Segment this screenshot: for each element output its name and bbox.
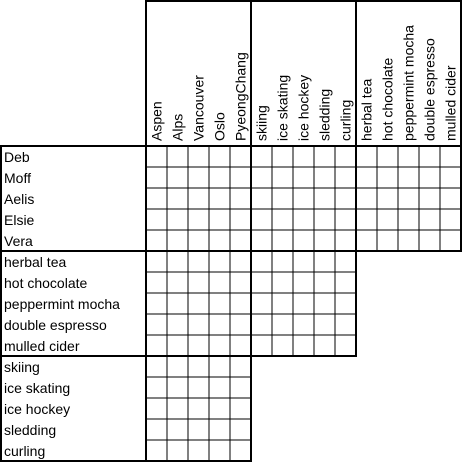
grid-cell-people-4-locations-1[interactable] [146,209,167,230]
grid-cell-people-1-drinks-3[interactable] [398,146,419,167]
grid-cell-people-5-drinks-1[interactable] [356,230,377,251]
grid-cell-drinks-2-activities-3[interactable] [293,272,314,293]
grid-cell-people-1-drinks-4[interactable] [419,146,440,167]
grid-cell-people-2-activities-1[interactable] [251,167,272,188]
grid-cell-people-5-drinks-4[interactable] [419,230,440,251]
grid-cell-activities-4-locations-4[interactable] [209,419,230,440]
grid-cell-drinks-4-locations-1[interactable] [146,314,167,335]
row-header-people-1: Deb [4,149,30,165]
grid-cells [146,146,461,461]
grid-cell-people-4-drinks-1[interactable] [356,209,377,230]
grid-cell-people-5-locations-1[interactable] [146,230,167,251]
grid-cell-drinks-5-activities-1[interactable] [251,335,272,356]
grid-cell-people-3-locations-3[interactable] [188,188,209,209]
row-header-activities-1: skiing [4,359,40,375]
grid-cell-activities-4-locations-2[interactable] [167,419,188,440]
grid-cell-activities-2-locations-4[interactable] [209,377,230,398]
column-header-drinks-2: hot chocolate [379,57,396,141]
grid-cell-people-3-drinks-3[interactable] [398,188,419,209]
grid-cell-drinks-1-locations-3[interactable] [188,251,209,272]
grid-cell-drinks-5-locations-1[interactable] [146,335,167,356]
grid-cell-activities-1-locations-4[interactable] [209,356,230,377]
row-headers [4,149,120,459]
grid-cell-drinks-1-activities-2[interactable] [272,251,293,272]
grid-cell-activities-3-locations-4[interactable] [209,398,230,419]
grid-cell-drinks-2-activities-4[interactable] [314,272,335,293]
grid-cell-drinks-4-activities-2[interactable] [272,314,293,335]
grid-cell-drinks-3-activities-5[interactable] [335,293,356,314]
column-header-activities-5: curling [337,99,354,141]
grid-cell-activities-1-locations-2[interactable] [167,356,188,377]
grid-cell-drinks-2-activities-5[interactable] [335,272,356,293]
grid-cell-people-1-activities-3[interactable] [293,146,314,167]
grid-cell-people-4-drinks-3[interactable] [398,209,419,230]
grid-cell-people-4-locations-5[interactable] [230,209,251,230]
grid-cell-drinks-5-locations-4[interactable] [209,335,230,356]
grid-cell-drinks-2-locations-3[interactable] [188,272,209,293]
grid-cell-people-2-activities-3[interactable] [293,167,314,188]
column-header-locations-4: Oslo [211,112,228,141]
grid-cell-activities-5-locations-3[interactable] [188,440,209,461]
grid-cell-drinks-3-activities-3[interactable] [293,293,314,314]
grid-cell-drinks-4-locations-2[interactable] [167,314,188,335]
grid-cell-drinks-2-locations-4[interactable] [209,272,230,293]
grid-cell-drinks-4-locations-4[interactable] [209,314,230,335]
grid-cell-activities-4-locations-1[interactable] [146,419,167,440]
grid-cell-drinks-4-locations-5[interactable] [230,314,251,335]
grid-cell-activities-2-locations-2[interactable] [167,377,188,398]
row-header-drinks-3: peppermint mocha [4,296,120,312]
grid-cell-drinks-1-activities-4[interactable] [314,251,335,272]
row-header-drinks-5: mulled cider [4,338,80,354]
grid-cell-people-2-activities-5[interactable] [335,167,356,188]
grid-cell-people-1-locations-3[interactable] [188,146,209,167]
grid-cell-activities-5-locations-5[interactable] [230,440,251,461]
grid-cell-drinks-4-activities-5[interactable] [335,314,356,335]
grid-cell-people-1-activities-4[interactable] [314,146,335,167]
column-header-drinks-4: double espresso [421,38,438,141]
grid-cell-people-5-activities-4[interactable] [314,230,335,251]
grid-cell-people-4-activities-4[interactable] [314,209,335,230]
grid-cell-people-3-locations-1[interactable] [146,188,167,209]
grid-cell-drinks-1-locations-4[interactable] [209,251,230,272]
grid-cell-drinks-2-locations-2[interactable] [167,272,188,293]
grid-cell-drinks-5-activities-2[interactable] [272,335,293,356]
grid-cell-drinks-1-locations-2[interactable] [167,251,188,272]
grid-cell-people-5-locations-2[interactable] [167,230,188,251]
grid-cell-drinks-3-locations-4[interactable] [209,293,230,314]
row-header-activities-2: ice skating [4,380,71,396]
grid-cell-people-2-drinks-4[interactable] [419,167,440,188]
grid-cell-activities-2-locations-1[interactable] [146,377,167,398]
grid-cell-drinks-5-locations-5[interactable] [230,335,251,356]
grid-cell-people-1-activities-5[interactable] [335,146,356,167]
grid-cell-drinks-4-activities-3[interactable] [293,314,314,335]
grid-cell-activities-3-locations-5[interactable] [230,398,251,419]
grid-cell-people-3-drinks-4[interactable] [419,188,440,209]
grid-cell-drinks-1-activities-3[interactable] [293,251,314,272]
grid-cell-drinks-3-locations-2[interactable] [167,293,188,314]
grid-cell-activities-4-locations-5[interactable] [230,419,251,440]
grid-cell-drinks-1-locations-1[interactable] [146,251,167,272]
grid-cell-activities-4-locations-3[interactable] [188,419,209,440]
grid-cell-people-1-activities-2[interactable] [272,146,293,167]
grid-cell-people-4-activities-2[interactable] [272,209,293,230]
grid-cell-drinks-1-locations-5[interactable] [230,251,251,272]
grid-cell-drinks-5-activities-4[interactable] [314,335,335,356]
grid-cell-drinks-5-activities-5[interactable] [335,335,356,356]
column-header-locations-2: Alps [169,113,186,141]
grid-cell-people-3-activities-1[interactable] [251,188,272,209]
grid-cell-people-4-activities-5[interactable] [335,209,356,230]
grid-cell-people-3-drinks-5[interactable] [440,188,461,209]
grid-cell-people-5-activities-5[interactable] [335,230,356,251]
grid-cell-people-2-locations-5[interactable] [230,167,251,188]
grid-cell-people-5-locations-5[interactable] [230,230,251,251]
column-header-drinks-1: herbal tea [358,78,375,141]
grid-cell-activities-2-locations-3[interactable] [188,377,209,398]
grid-cell-people-1-locations-4[interactable] [209,146,230,167]
column-header-locations-3: Vancouver [190,75,207,141]
grid-cell-activities-1-locations-5[interactable] [230,356,251,377]
grid-cell-drinks-3-activities-2[interactable] [272,293,293,314]
grid-cell-people-5-activities-1[interactable] [251,230,272,251]
grid-cell-people-4-locations-2[interactable] [167,209,188,230]
grid-cell-drinks-2-activities-2[interactable] [272,272,293,293]
grid-cell-people-4-drinks-4[interactable] [419,209,440,230]
row-header-people-5: Vera [4,233,33,249]
grid-cell-drinks-2-activities-1[interactable] [251,272,272,293]
grid-cell-people-3-drinks-2[interactable] [377,188,398,209]
column-header-activities-1: skiing [253,105,270,141]
grid-cell-people-2-drinks-3[interactable] [398,167,419,188]
grid-cell-people-5-drinks-5[interactable] [440,230,461,251]
column-header-activities-2: ice skating [274,74,291,141]
grid-cell-people-3-activities-5[interactable] [335,188,356,209]
row-header-drinks-4: double espresso [4,317,107,333]
grid-cell-people-2-drinks-1[interactable] [356,167,377,188]
grid-cell-people-3-locations-5[interactable] [230,188,251,209]
grid-cell-drinks-4-activities-1[interactable] [251,314,272,335]
row-header-activities-4: sledding [4,422,57,438]
row-header-activities-5: curling [4,443,46,459]
grid-cell-drinks-2-locations-5[interactable] [230,272,251,293]
grid-cell-drinks-1-activities-1[interactable] [251,251,272,272]
grid-cell-people-1-drinks-5[interactable] [440,146,461,167]
column-header-drinks-5: mulled cider [442,65,459,141]
grid-cell-activities-5-locations-1[interactable] [146,440,167,461]
grid-cell-people-3-drinks-1[interactable] [356,188,377,209]
grid-cell-people-2-locations-4[interactable] [209,167,230,188]
grid-cell-drinks-4-activities-4[interactable] [314,314,335,335]
grid-cell-people-3-activities-3[interactable] [293,188,314,209]
grid-cell-drinks-2-locations-1[interactable] [146,272,167,293]
grid-cell-drinks-5-locations-3[interactable] [188,335,209,356]
grid-cell-people-1-locations-2[interactable] [167,146,188,167]
grid-cell-people-5-drinks-3[interactable] [398,230,419,251]
grid-cell-activities-1-locations-3[interactable] [188,356,209,377]
grid-cell-people-5-locations-4[interactable] [209,230,230,251]
grid-cell-people-1-drinks-1[interactable] [356,146,377,167]
grid-cell-activities-3-locations-3[interactable] [188,398,209,419]
row-header-activities-3: ice hockey [4,401,71,417]
grid-cell-drinks-4-locations-3[interactable] [188,314,209,335]
grid-cell-people-4-activities-1[interactable] [251,209,272,230]
grid-cell-drinks-5-locations-2[interactable] [167,335,188,356]
column-header-locations-5: PyeongChang [232,52,249,141]
row-header-people-2: Moff [4,170,31,186]
grid-cell-people-2-drinks-5[interactable] [440,167,461,188]
grid-cell-drinks-5-activities-3[interactable] [293,335,314,356]
grid-cell-people-2-locations-3[interactable] [188,167,209,188]
row-header-people-4: Elsie [4,212,35,228]
grid-cell-people-2-activities-4[interactable] [314,167,335,188]
column-header-activities-4: sledding [316,88,333,141]
grid-cell-people-2-locations-1[interactable] [146,167,167,188]
grid-cell-people-5-drinks-2[interactable] [377,230,398,251]
grid-cell-activities-3-locations-2[interactable] [167,398,188,419]
grid-cell-people-4-locations-4[interactable] [209,209,230,230]
grid-cell-activities-1-locations-1[interactable] [146,356,167,377]
column-header-activities-3: ice hockey [295,74,312,141]
grid-cell-people-2-locations-2[interactable] [167,167,188,188]
column-headers [149,25,459,141]
grid-cell-people-5-activities-2[interactable] [272,230,293,251]
grid-cell-people-3-activities-4[interactable] [314,188,335,209]
grid-cell-people-2-drinks-2[interactable] [377,167,398,188]
grid-cell-people-1-locations-5[interactable] [230,146,251,167]
grid-cell-people-4-drinks-2[interactable] [377,209,398,230]
grid-cell-people-4-activities-3[interactable] [293,209,314,230]
grid-cell-drinks-3-activities-1[interactable] [251,293,272,314]
row-header-drinks-2: hot chocolate [4,275,88,291]
grid-cell-people-4-drinks-5[interactable] [440,209,461,230]
row-header-drinks-1: herbal tea [4,254,67,270]
grid-cell-activities-5-locations-4[interactable] [209,440,230,461]
grid-cell-drinks-3-activities-4[interactable] [314,293,335,314]
grid-cell-people-3-activities-2[interactable] [272,188,293,209]
row-header-people-3: Aelis [4,191,35,207]
grid-cell-people-1-drinks-2[interactable] [377,146,398,167]
grid-cell-drinks-1-activities-5[interactable] [335,251,356,272]
grid-cell-activities-5-locations-2[interactable] [167,440,188,461]
grid-cell-drinks-3-locations-1[interactable] [146,293,167,314]
grid-cell-people-5-locations-3[interactable] [188,230,209,251]
grid-cell-people-1-activities-1[interactable] [251,146,272,167]
grid-cell-activities-3-locations-1[interactable] [146,398,167,419]
grid-cell-drinks-3-locations-5[interactable] [230,293,251,314]
grid-cell-people-2-activities-2[interactable] [272,167,293,188]
grid-cell-people-4-locations-3[interactable] [188,209,209,230]
grid-cell-people-1-locations-1[interactable] [146,146,167,167]
column-header-drinks-3: peppermint mocha [400,25,417,141]
grid-cell-people-5-activities-3[interactable] [293,230,314,251]
column-header-locations-1: Aspen [148,101,165,141]
grid-cell-activities-2-locations-5[interactable] [230,377,251,398]
grid-cell-people-3-locations-4[interactable] [209,188,230,209]
grid-cell-drinks-3-locations-3[interactable] [188,293,209,314]
grid-cell-people-3-locations-2[interactable] [167,188,188,209]
